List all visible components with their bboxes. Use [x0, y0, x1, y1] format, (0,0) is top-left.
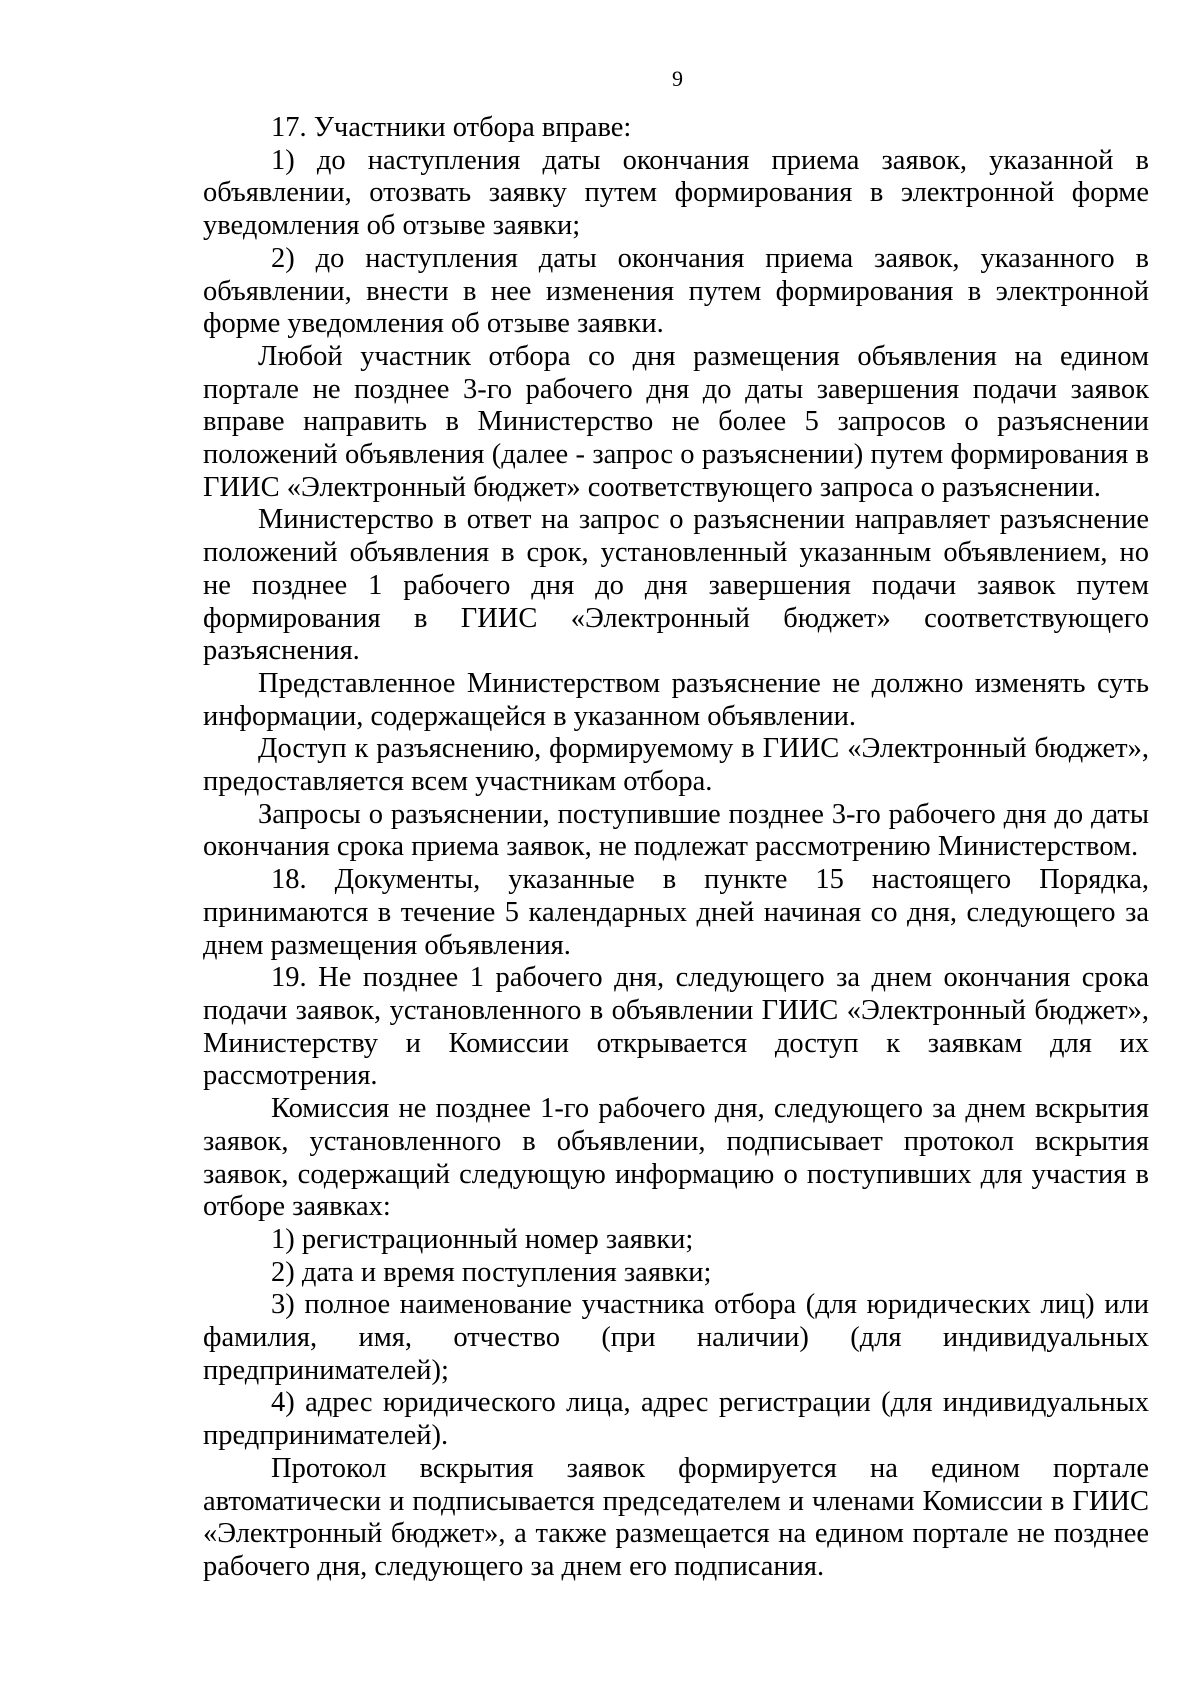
paragraph-late-requests: Запросы о разъяснении, поступившие позднее 3-го рабочего дня до даты окончания срока приема заявок, не подлежат рассмотрению Министерством.	[203, 798, 1149, 863]
paragraph-17-item-2: 2) до наступления даты окончания приема заявок, указанного в объявлении, внести в нее изменения путем формирования в электронной форме уведомления об отзыве заявки.	[203, 242, 1149, 340]
paragraph-17-title: 17. Участники отбора вправе:	[271, 112, 632, 143]
document-body	[203, 112, 1149, 1584]
paragraph-clarification-response: Министерство в ответ на запрос о разъяснении направляет разъяснение положений объявления в срок, установленный указанным объявлением, но не позднее 1 рабочего дня до дня завершения подачи заявок путем формирования в ГИИС «Электронный бюджет» соответствующего разъяснения.	[203, 504, 1149, 667]
paragraph-17-item-1: 1) до наступления даты окончания приема заявок, указанной в объявлении, отозвать заявку путем формирования в электронной форме уведомления об отзыве заявки;	[203, 144, 1149, 242]
protocol-item-3: 3) полное наименование участника отбора (для юридических лиц) или фамилия, имя, отчество (при наличии) (для индивидуальных предпринимателей);	[203, 1289, 1149, 1386]
paragraph-clarification-essence: Представленное Министерством разъяснение не должно изменять суть информации, содержащейся в указанном объявлении.	[203, 667, 1149, 732]
paragraph-18: 18. Документы, указанные в пункте 15 настоящего Порядка, принимаются в течение 5 календарных дней начиная со дня, следующего за днем размещения объявления.	[203, 864, 1149, 961]
paragraph-protocol-formation: Протокол вскрытия заявок формируется на едином портале автоматически и подписывается председателем и членами Комиссии в ГИИС «Электронный бюджет», а также размещается на едином портале не позднее рабочего дня, следующего за днем его подписания.	[203, 1452, 1149, 1582]
page-number: 9	[672, 66, 683, 91]
protocol-item-4: 4) адрес юридического лица, адрес регистрации (для индивидуальных предпринимателей).	[203, 1387, 1149, 1452]
paragraph-commission-protocol: Комиссия не позднее 1-го рабочего дня, следующего за днем вскрытия заявок, установленного в объявлении, подписывает протокол вскрытия заявок, содержащий следующую информацию о поступивших для участия в отборе заявках:	[203, 1093, 1149, 1223]
protocol-item-1: 1) регистрационный номер заявки;	[271, 1223, 694, 1255]
paragraph-clarification-access: Доступ к разъяснению, формируемому в ГИИС «Электронный бюджет», предоставляется всем участникам отбора.	[203, 733, 1149, 798]
protocol-item-2: 2) дата и время поступления заявки;	[271, 1256, 712, 1288]
paragraph-19: 19. Не позднее 1 рабочего дня, следующего за днем окончания срока подачи заявок, установленного в объявлении ГИИС «Электронный бюджет», Министерству и Комиссии открывается доступ к заявкам для их рассмотрения.	[203, 962, 1149, 1092]
paragraph-clarification-request: Любой участник отбора со дня размещения объявления на едином портале не позднее 3-го рабочего дня до даты завершения подачи заявок вправе направить в Министерство не более 5 запросов о разъяснении положений объявления (далее - запрос о разъяснении) путем формирования в ГИИС «Электронный бюджет» соответствующего запроса о разъяснении.	[203, 340, 1149, 503]
